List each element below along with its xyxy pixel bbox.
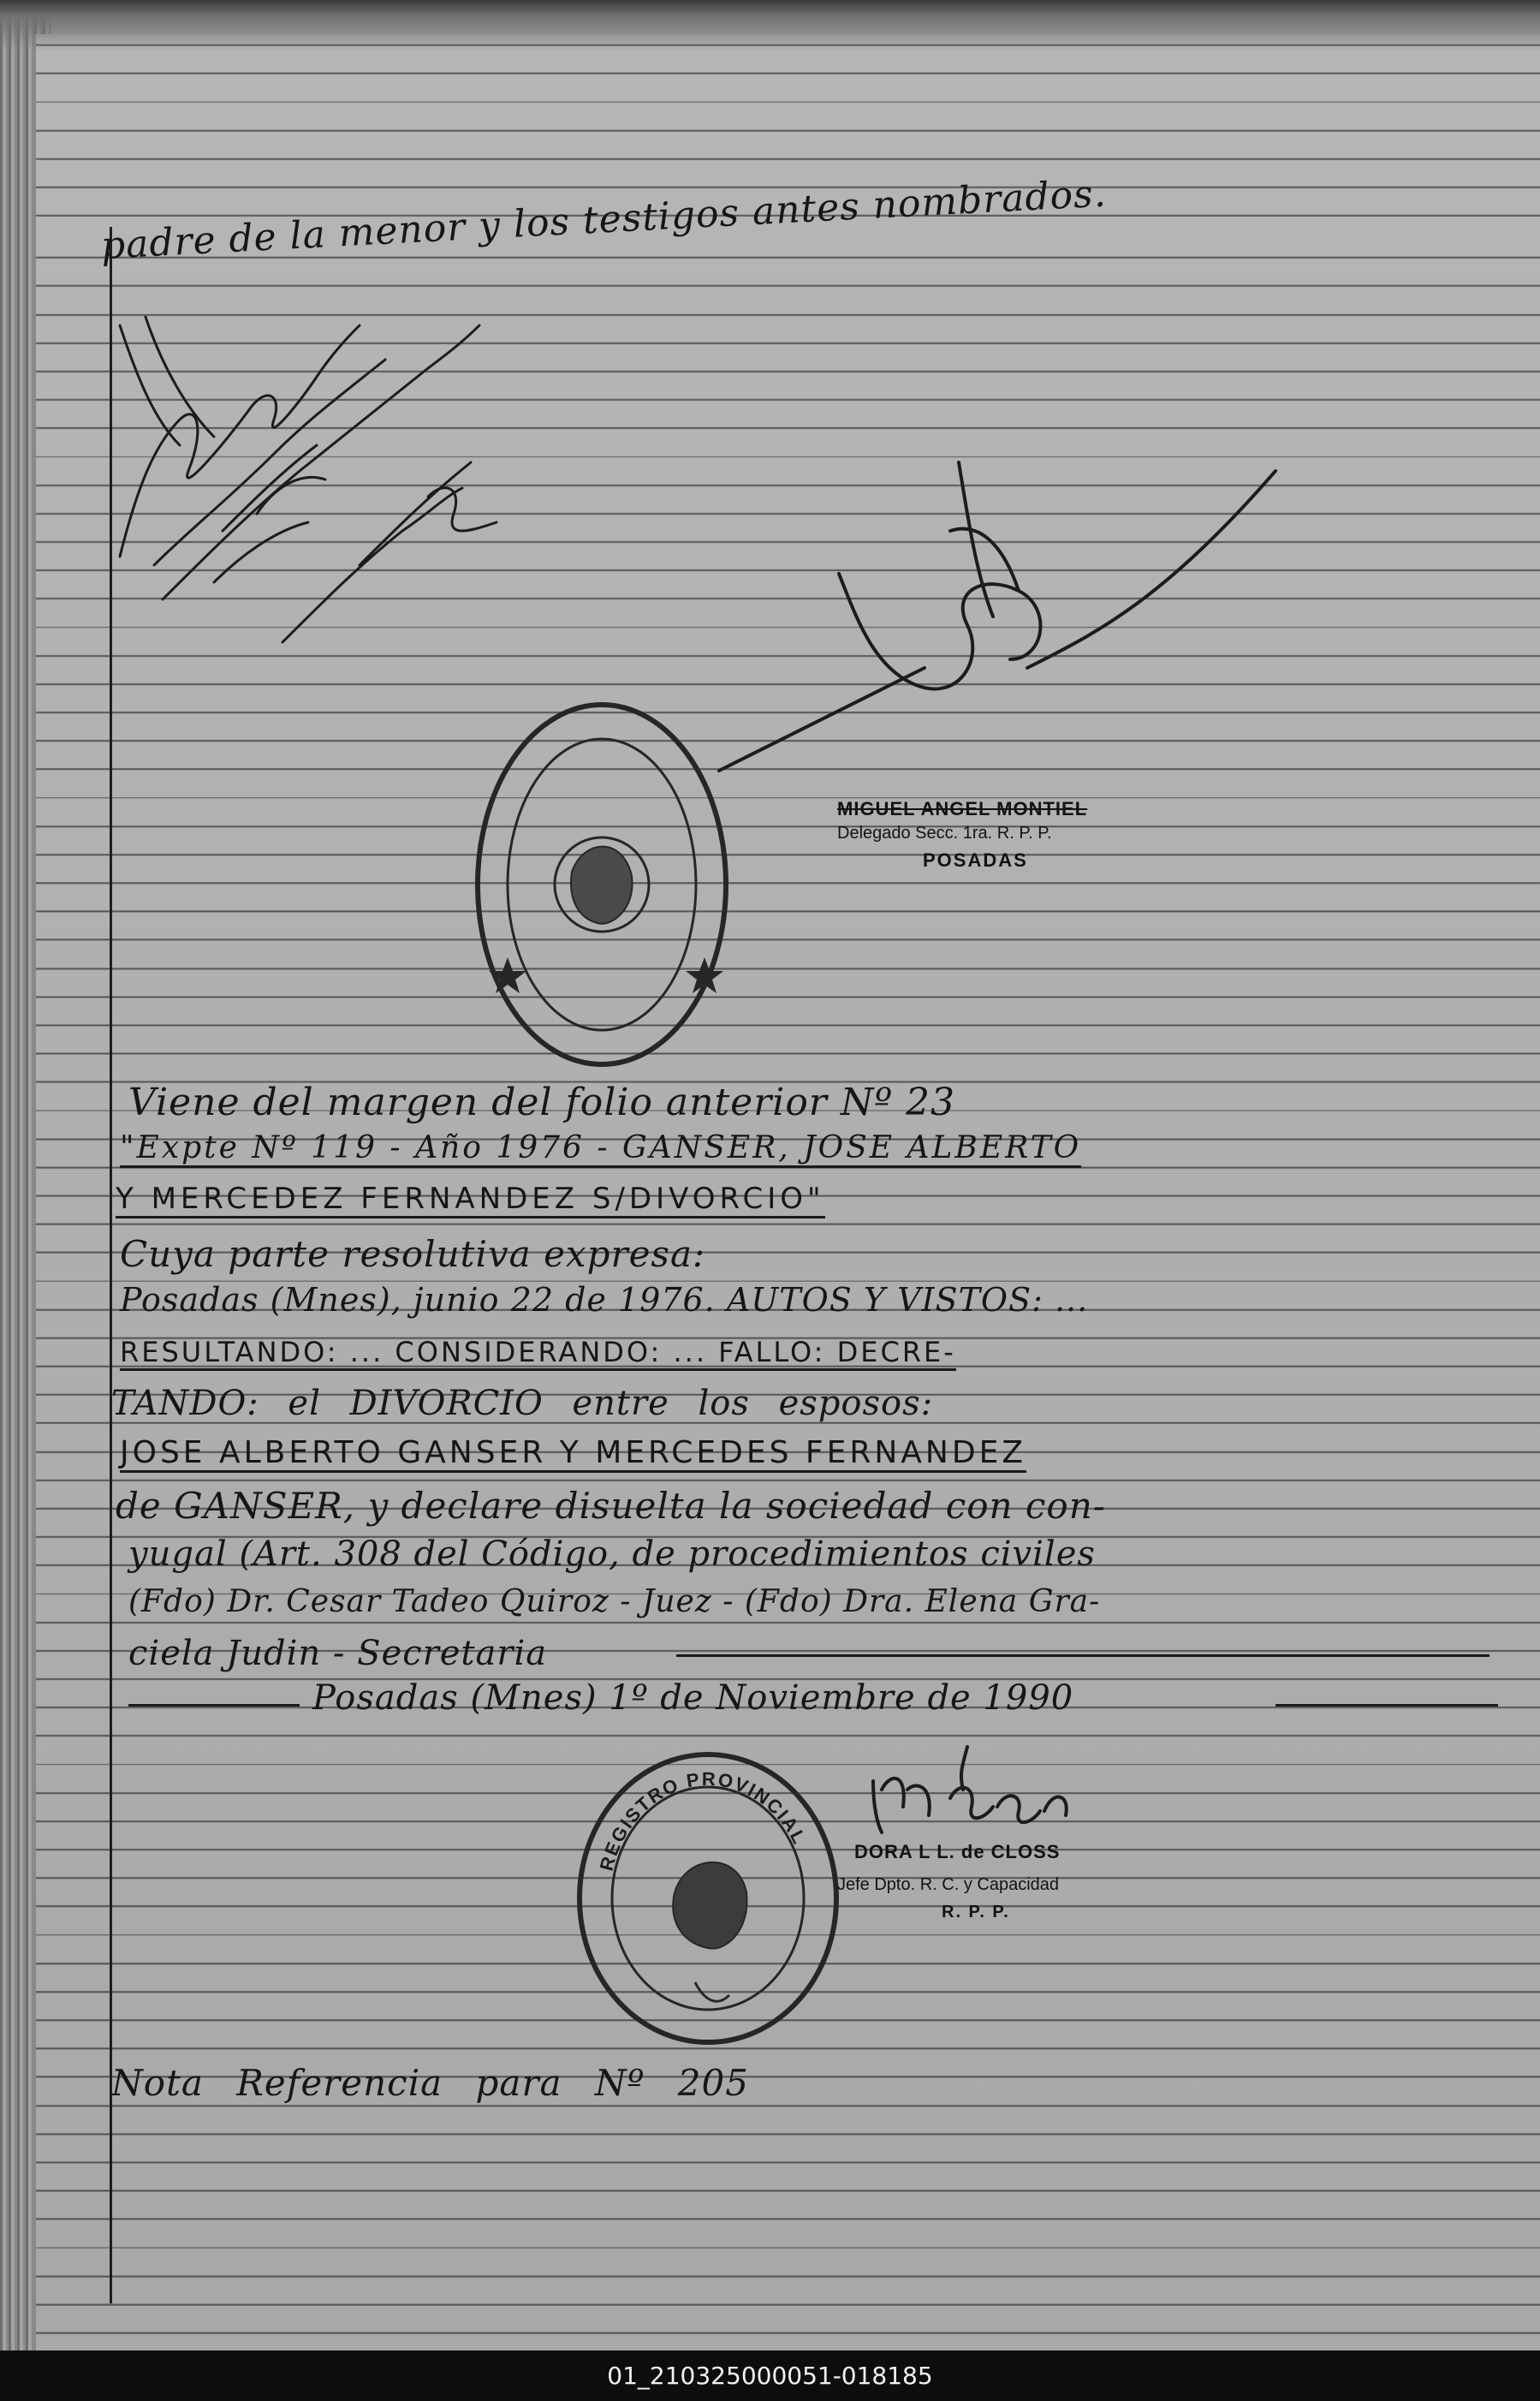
note-line-9: de GANSER, y declare disuelta la sociedad con con- (116, 1485, 1106, 1527)
image-id-footer: 01_210325000051-018185 (607, 2362, 933, 2390)
note-line-4: Cuya parte resolutiva expresa: (120, 1233, 706, 1275)
note-line-13: Posadas (Mnes) 1º de Noviembre de 1990 (312, 1678, 1074, 1718)
note-line-11: (Fdo) Dr. Cesar Tadeo Quiroz - Juez - (Fdo) Dra. Elena Gra- (128, 1584, 1101, 1619)
witness-signatures (103, 274, 582, 685)
stamp-1-city: POSADAS (923, 849, 1028, 871)
stamp-2-office: R. P. P. (942, 1903, 1010, 1921)
stamp-2-title: Jefe Dpto. R. C. y Capacidad (837, 1875, 1060, 1894)
note-line-5: Posadas (Mnes), junio 22 de 1976. AUTOS Y VISTOS: ... (120, 1281, 1089, 1319)
official-seal-1 (473, 700, 730, 1069)
dash-line-12 (676, 1654, 1489, 1657)
closs-signature (856, 1738, 1113, 1850)
note-line-1: Viene del margen del folio anterior Nº 23 (128, 1081, 955, 1124)
top-handwritten-line: padre de la menor y los testigos antes nombrados. (99, 171, 1108, 268)
note-line-6: RESULTANDO: ... CONSIDERANDO: ... FALLO: DECRE- (120, 1336, 956, 1371)
note-line-7: TANDO: el DIVORCIO entre los esposos: (111, 1384, 934, 1423)
note-line-12: ciela Judin - Secretaria (128, 1634, 548, 1673)
delegate-signature (822, 445, 1301, 719)
seal-2-text: REGISTRO PROVINCIAL (595, 1767, 812, 1874)
official-seal-2 (575, 1751, 841, 2047)
stamp-1-title: Delegado Secc. 1ra. R. P. P. (837, 824, 1052, 843)
stamp-2-name: DORA L L. de CLOSS (854, 1841, 1061, 1862)
note-line-2: "Expte Nº 119 - Año 1976 - GANSER, JOSE ALBERTO (120, 1130, 1081, 1168)
note-line-3: Y MERCEDEZ FERNANDEZ S/DIVORCIO" (116, 1182, 825, 1218)
note-line-10: yugal (Art. 308 del Código, de procedimientos civiles (128, 1534, 1096, 1574)
stamp-1-name: MIGUEL ANGEL MONTIEL (837, 798, 1088, 819)
bottom-reference-note: Nota Referencia para Nº 205 (111, 2062, 749, 2104)
dash-line-13-left (128, 1704, 300, 1707)
binding-shadow (0, 0, 1540, 51)
dash-line-13-right (1275, 1704, 1498, 1707)
note-line-8: JOSE ALBERTO GANSER Y MERCEDES FERNANDEZ (120, 1435, 1026, 1473)
